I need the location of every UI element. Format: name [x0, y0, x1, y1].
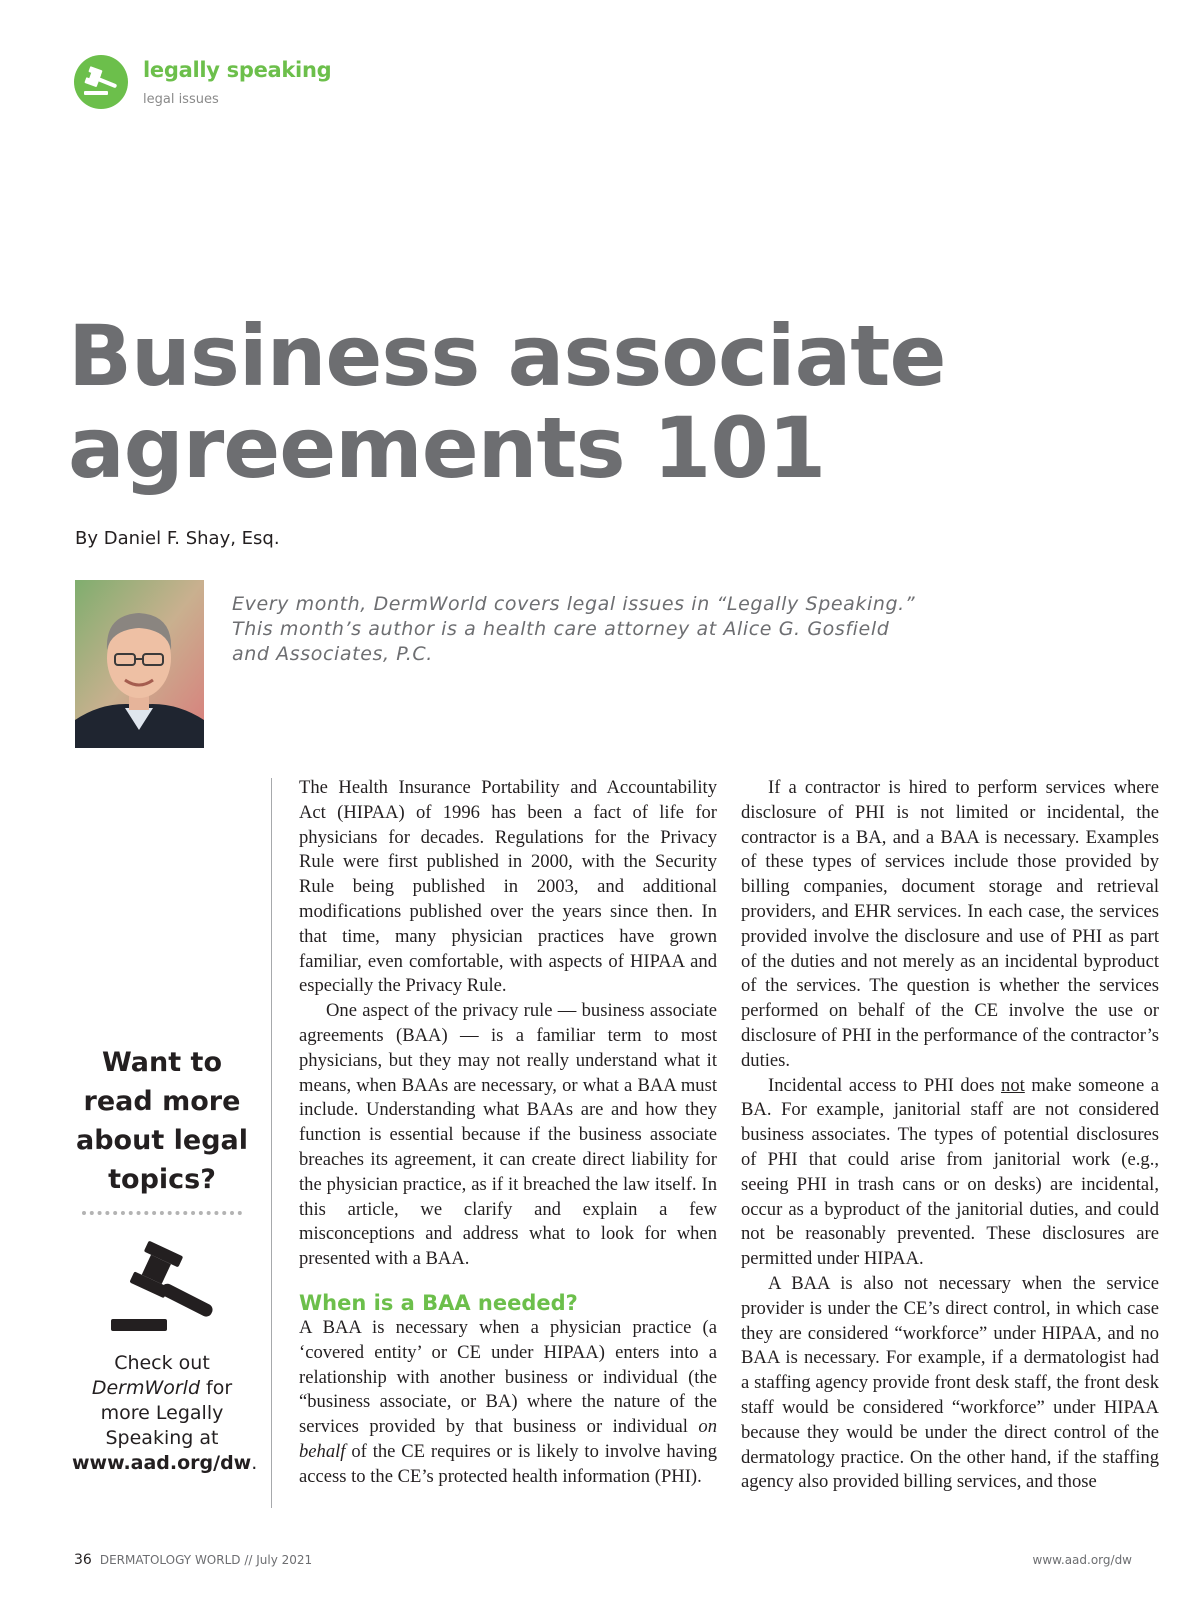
body-paragraph: If a contractor is hired to perform services where disclosure of PHI is not limited or incidental, the contractor is a BA, and a BAA is necessary. Examples of these types of services include those provided by billing companies, document storage and retrieval providers, and EHR services. In each case, the services provided involve the disclosure and use of PHI as part of the duties and not merely as an incidental byproduct of the services. The question is whether the services performed on behalf of the CE involve the use or disclosure of PHI in the performance of the contractor’s duties. — [741, 777, 1159, 1071]
section-badge — [74, 55, 128, 109]
sidebar-heading: Want to read more about legal topics? — [76, 1047, 248, 1195]
body-paragraph: The Health Insurance Portability and Accountability Act (HIPAA) of 1996 has been a fact of life for physicians for decades. Regulations for the Privacy Rule were first published in 2000, with the Security Rule being published in 2003, and additional modifications published over the years since then. In that time, many physician practices have grown familiar, even comfortable, with aspects of HIPAA and especially the Privacy Rule. — [299, 777, 717, 997]
page-number: 36 — [74, 1552, 92, 1568]
sidebar-text-1: Check out — [114, 1352, 210, 1374]
emphasis: on behalf — [299, 1416, 717, 1462]
footer-url[interactable]: www.aad.org/dw — [1032, 1553, 1132, 1567]
publication-info: DERMATOLOGY WORLD // July 2021 — [99, 1553, 313, 1567]
body-column-1 — [299, 776, 717, 1490]
section-title: legally speaking — [143, 58, 332, 82]
title-line-1: Business associate — [68, 307, 946, 405]
body-paragraph: A BAA is necessary when a physician practice (a ‘covered entity’ or CE under HIPAA) enters into a relationship with another business or individual (the “business associate, or BA) where the nature of the services provided by that business or individual on behalf of the CE requires or is likely to involve having access to the CE’s protected health information (PHI). — [299, 1316, 717, 1487]
sidebar-text — [72, 1351, 258, 1476]
author-photo — [75, 580, 204, 748]
body-paragraph: Incidental access to PHI does not make someone a BA. For example, janitorial staff are not considered business associates. The types of potential disclosures of PHI that could arise from janitorial work (e.g., seeing PHI in trash cans or on desks) are incidental, occur as a byproduct of the janitorial duties, and could not be reasonably prevented. These disclosures are permitted under HIPAA. — [741, 1074, 1159, 1270]
sidebar-publication: DermWorld — [91, 1377, 201, 1399]
column-divider — [271, 778, 272, 1508]
emphasis-underline: not — [1001, 1074, 1025, 1096]
intro-blurb: Every month, DermWorld covers legal issues in “Legally Speaking.” This month’s author is a health care attorney at Alice G. Gosfield and Associates, P.C. — [232, 593, 916, 665]
sidebar-divider — [82, 1211, 242, 1215]
subheading: When is a BAA needed? — [299, 1290, 578, 1315]
body-paragraph: A BAA is also not necessary when the service provider is under the CE’s direct control, in which case they are considered “workforce” under HIPAA, and no BAA is necessary. For example, if a dermatologist had a staffing agency provide front desk staff, the front desk staff would be considered “workforce” under HIPAA because they would be under the direct control of the dermatology practice. On the other hand, if the staffing agency also provided billing services, and those — [741, 1272, 1159, 1493]
gavel-icon — [74, 55, 128, 109]
byline: By Daniel F. Shay, Esq. — [75, 528, 280, 549]
sidebar-text-end: . — [251, 1452, 258, 1474]
sidebar-link[interactable]: www.aad.org/dw — [72, 1452, 252, 1474]
gavel-icon — [107, 1239, 217, 1335]
footer-left — [74, 1552, 312, 1568]
article-title — [68, 307, 946, 497]
title-line-2: agreements 101 — [68, 399, 826, 497]
sidebar-text-2: for more Legally Speaking at — [100, 1377, 233, 1449]
body-paragraph: One aspect of the privacy rule — business associate agreements (BAA) — is a familiar term to most physicians, but they may not really understand what it means, when BAAs are necessary, or what a BAA must include. Understanding what BAAs are and how they function is essential because if the business associate breaches its agreement, it can create direct liability for the physician practice, as if it breached the law itself. In this article, we clarify and explain a few misconceptions and address what to look for when presented with a BAA. — [299, 1000, 717, 1270]
body-column-2 — [741, 776, 1159, 1495]
section-subtitle: legal issues — [143, 92, 219, 107]
sidebar — [72, 1043, 258, 1476]
